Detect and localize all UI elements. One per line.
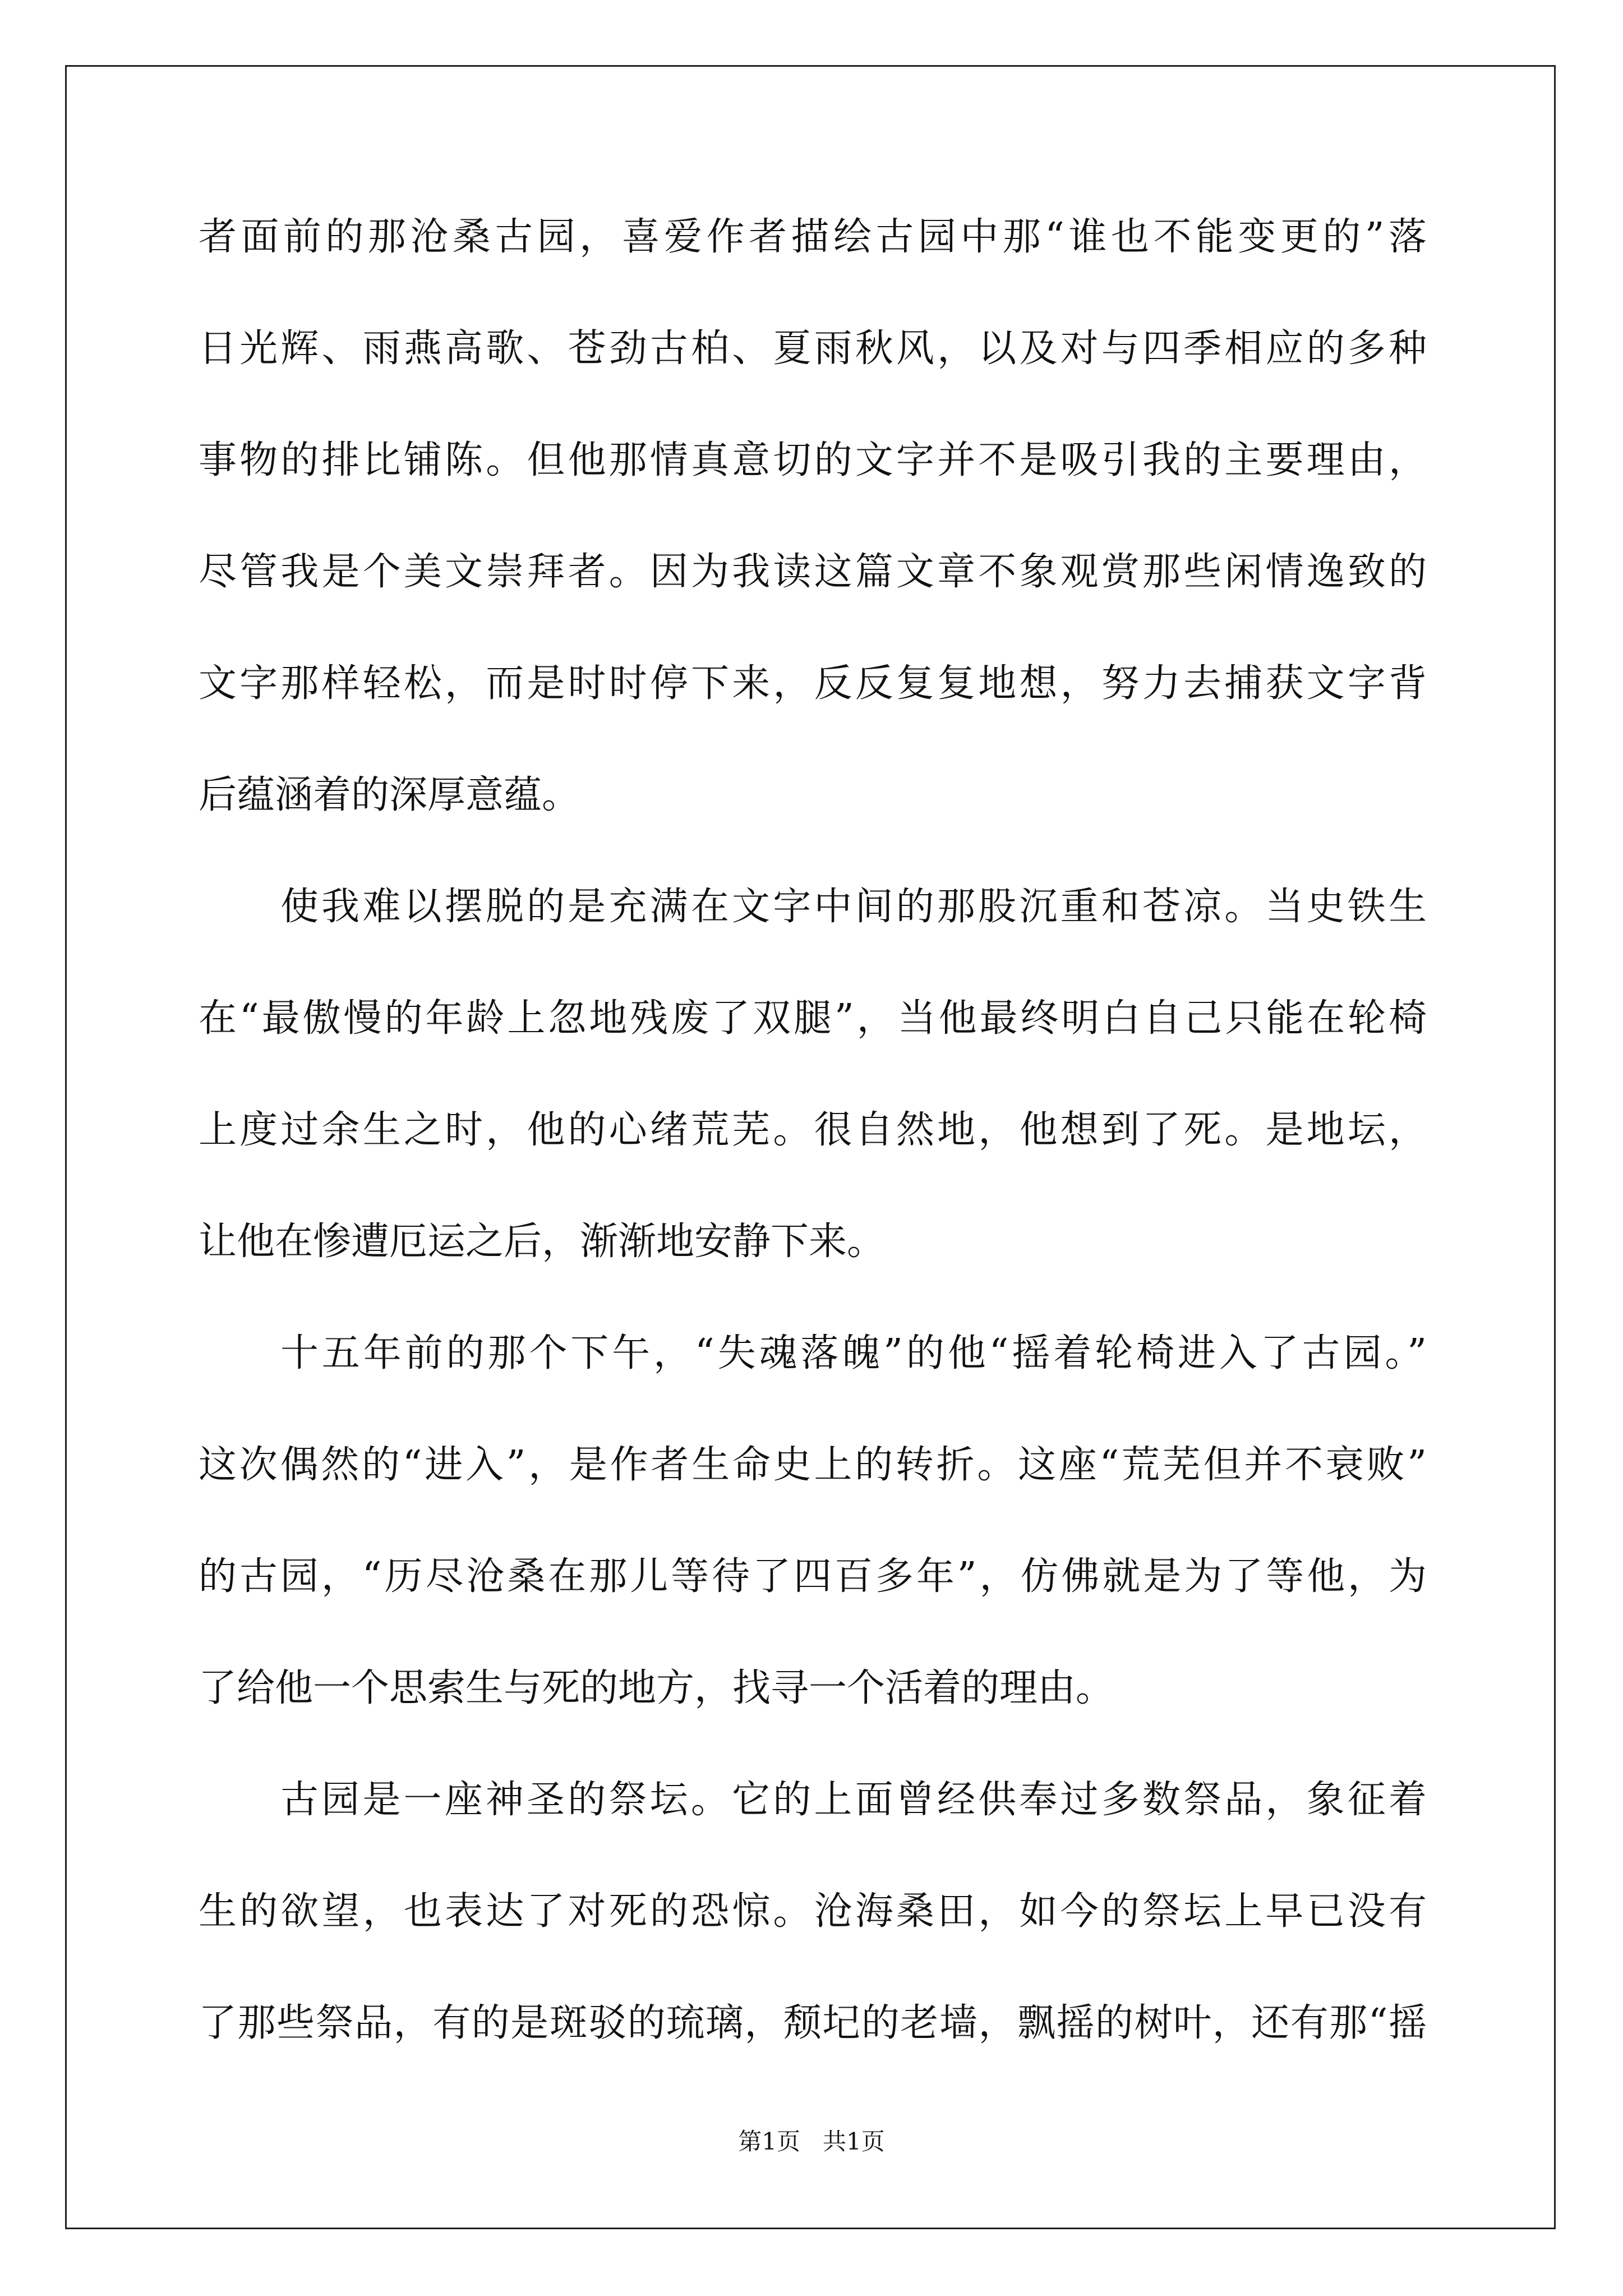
page-footer (0, 2125, 1623, 2159)
text-line: 的古园，“历尽沧桑在那儿等待了四百多年”，仿佛就是为了等他，为 (199, 1554, 1427, 1599)
text-line: 事物的排比铺陈。但他那情真意切的文字并不是吸引我的主要理由， (199, 438, 1427, 482)
text-line: 古园是一座神圣的祭坛。它的上面曾经供奉过多数祭品，象征着 (280, 1778, 1427, 1822)
text-line: 了给他一个思索生与死的地方，找寻一个活着的理由。 (199, 1666, 1114, 1710)
text-line: 尽管我是个美文崇拜者。因为我读这篇文章不象观赏那些闲情逸致的 (199, 550, 1427, 594)
text-line: 让他在惨遭厄运之后，渐渐地安静下来。 (199, 1220, 886, 1264)
text-line: 文字那样轻松，而是时时停下来，反反复复地想，努力去捕获文字背 (199, 661, 1427, 706)
text-line: 在“最傲慢的年龄上忽地残废了双腿”，当他最终明白自己只能在轮椅 (199, 996, 1427, 1041)
text-line: 十五年前的那个下午，“失魂落魄”的他“摇着轮椅进入了古园。” (280, 1331, 1427, 1375)
footer-gap (800, 2128, 823, 2155)
text-line: 后蕴涵着的深厚意蕴。 (199, 773, 580, 817)
page-number-total: 共1页 (823, 2128, 885, 2155)
text-line: 日光辉、雨燕高歌、苍劲古柏、夏雨秋风，以及对与四季相应的多种 (199, 326, 1427, 371)
text-line: 了那些祭品，有的是斑驳的琉璃，颓圮的老墙，飘摇的树叶，还有那“摇 (199, 2001, 1427, 2045)
page-number-current: 第1页 (738, 2128, 800, 2155)
text-line: 生的欲望，也表达了对死的恐惊。沧海桑田，如今的祭坛上早已没有 (199, 1889, 1427, 1934)
text-line: 上度过余生之时，他的心绪荒芜。很自然地，他想到了死。是地坛， (199, 1108, 1427, 1152)
text-line: 使我难以摆脱的是充满在文字中间的那股沉重和苍凉。当史铁生 (280, 885, 1427, 929)
text-line: 者面前的那沧桑古园，喜爱作者描绘古园中那“谁也不能变更的”落 (199, 215, 1427, 259)
text-line: 这次偶然的“进入”，是作者生命史上的转折。这座“荒芜但并不衰败” (199, 1443, 1427, 1487)
